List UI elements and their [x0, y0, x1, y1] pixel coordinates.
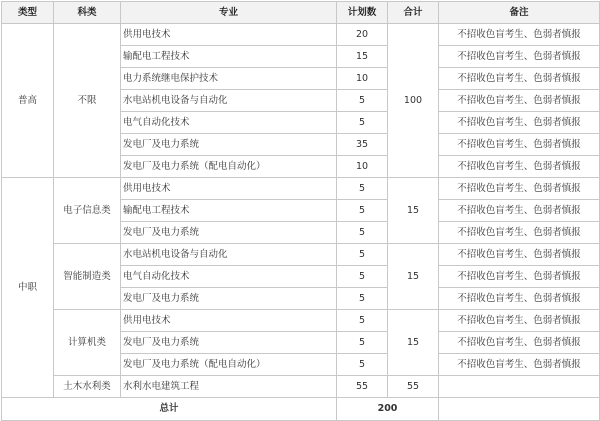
plan-cell: 5: [337, 244, 388, 266]
note-cell: 不招收色盲考生、色弱者慎报: [439, 156, 600, 178]
major-cell: 发电厂及电力系统: [121, 288, 337, 310]
major-cell: 输配电工程技术: [121, 46, 337, 68]
plan-cell: 5: [337, 288, 388, 310]
major-cell: 发电厂及电力系统: [121, 134, 337, 156]
header-note: 备注: [439, 2, 600, 24]
category-cell: 土木水利类: [54, 376, 121, 398]
table-row: [2, 376, 600, 398]
category-cell: 计算机类: [54, 310, 121, 376]
header-plan: 计划数: [337, 2, 388, 24]
note-cell: 不招收色盲考生、色弱者慎报: [439, 266, 600, 288]
major-cell: 供用电技术: [121, 310, 337, 332]
subtotal-cell: 15: [388, 244, 439, 310]
major-cell: 输配电工程技术: [121, 200, 337, 222]
note-cell: 不招收色盲考生、色弱者慎报: [439, 332, 600, 354]
major-cell: 供用电技术: [121, 24, 337, 46]
note-cell: 不招收色盲考生、色弱者慎报: [439, 46, 600, 68]
table-body: [2, 24, 600, 398]
major-cell: 水电站机电设备与自动化: [121, 244, 337, 266]
note-cell: 不招收色盲考生、色弱者慎报: [439, 178, 600, 200]
header-major: 专业: [121, 2, 337, 24]
summary-row: [2, 398, 600, 421]
plan-cell: 20: [337, 24, 388, 46]
plan-cell: 55: [337, 376, 388, 398]
note-cell: 不招收色盲考生、色弱者慎报: [439, 24, 600, 46]
header-category: 科类: [54, 2, 121, 24]
note-cell: 不招收色盲考生、色弱者慎报: [439, 68, 600, 90]
note-cell: 不招收色盲考生、色弱者慎报: [439, 222, 600, 244]
note-cell: 不招收色盲考生、色弱者慎报: [439, 200, 600, 222]
category-cell: 电子信息类: [54, 178, 121, 244]
plan-cell: 5: [337, 354, 388, 376]
note-cell: [439, 376, 600, 398]
major-cell: 电气自动化技术: [121, 266, 337, 288]
major-cell: 发电厂及电力系统（配电自动化）: [121, 354, 337, 376]
note-cell: 不招收色盲考生、色弱者慎报: [439, 288, 600, 310]
table-row: [2, 24, 600, 46]
enrollment-plan-table: [1, 1, 600, 421]
major-cell: 水利水电建筑工程: [121, 376, 337, 398]
note-cell: 不招收色盲考生、色弱者慎报: [439, 354, 600, 376]
plan-cell: 5: [337, 332, 388, 354]
plan-cell: 5: [337, 200, 388, 222]
plan-cell: 35: [337, 134, 388, 156]
header-total: 合计: [388, 2, 439, 24]
note-cell: 不招收色盲考生、色弱者慎报: [439, 134, 600, 156]
note-cell: 不招收色盲考生、色弱者慎报: [439, 244, 600, 266]
category-cell: 智能制造类: [54, 244, 121, 310]
note-cell: 不招收色盲考生、色弱者慎报: [439, 90, 600, 112]
major-cell: 电气自动化技术: [121, 112, 337, 134]
major-cell: 发电厂及电力系统（配电自动化）: [121, 156, 337, 178]
subtotal-cell: 55: [388, 376, 439, 398]
plan-cell: 5: [337, 112, 388, 134]
subtotal-cell: 100: [388, 24, 439, 178]
major-cell: 发电厂及电力系统: [121, 332, 337, 354]
subtotal-cell: 15: [388, 178, 439, 244]
plan-cell: 5: [337, 266, 388, 288]
plan-cell: 15: [337, 46, 388, 68]
major-cell: 水电站机电设备与自动化: [121, 90, 337, 112]
note-cell: 不招收色盲考生、色弱者慎报: [439, 112, 600, 134]
type-cell: 中职: [2, 178, 54, 398]
summary-note-empty: [439, 398, 600, 421]
header-row: [2, 2, 600, 24]
plan-cell: 10: [337, 68, 388, 90]
summary-value: 200: [337, 398, 439, 421]
table-row: [2, 310, 600, 332]
plan-cell: 10: [337, 156, 388, 178]
summary-label: 总计: [2, 398, 337, 421]
major-cell: 发电厂及电力系统: [121, 222, 337, 244]
table-row: [2, 178, 600, 200]
table-row: [2, 244, 600, 266]
plan-cell: 5: [337, 222, 388, 244]
major-cell: 供用电技术: [121, 178, 337, 200]
header-type: 类型: [2, 2, 54, 24]
major-cell: 电力系统继电保护技术: [121, 68, 337, 90]
plan-cell: 5: [337, 178, 388, 200]
type-cell: 普高: [2, 24, 54, 178]
plan-cell: 5: [337, 310, 388, 332]
plan-cell: 5: [337, 90, 388, 112]
category-cell: 不限: [54, 24, 121, 178]
subtotal-cell: 15: [388, 310, 439, 376]
note-cell: 不招收色盲考生、色弱者慎报: [439, 310, 600, 332]
